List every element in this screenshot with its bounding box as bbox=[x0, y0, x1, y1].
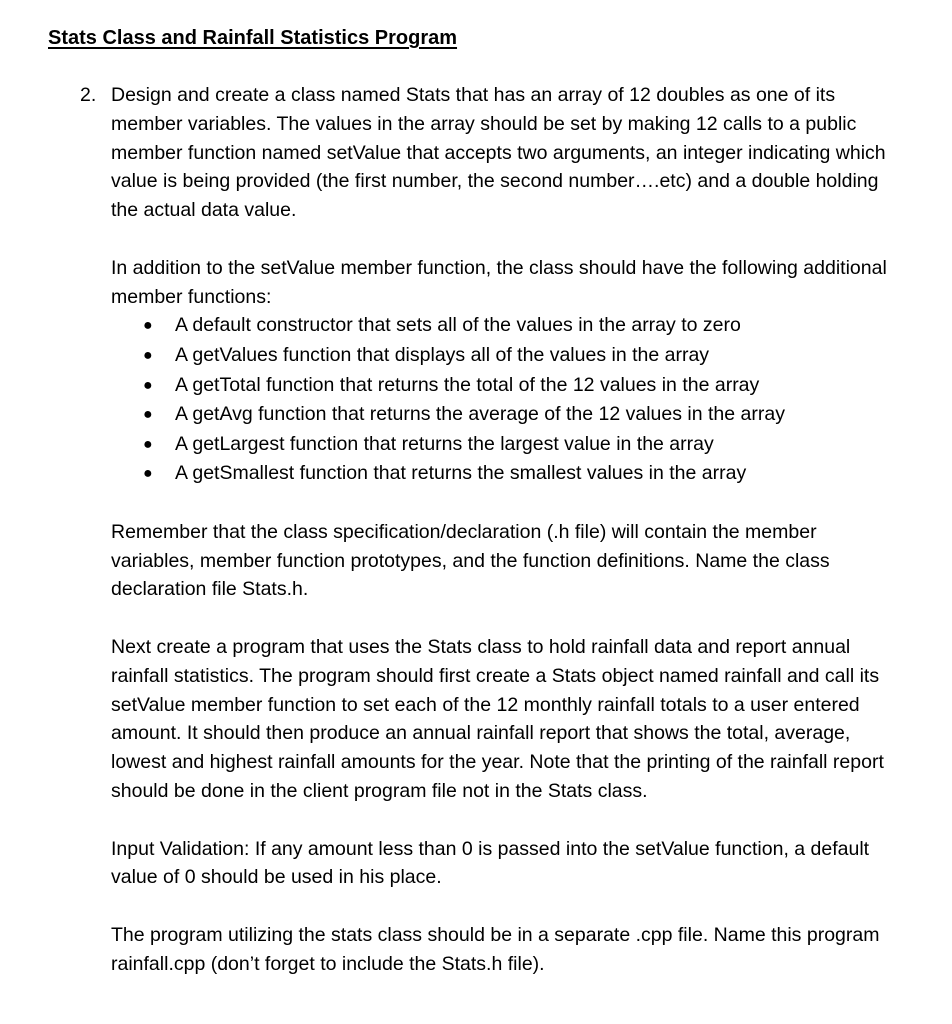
bullet-icon: ● bbox=[143, 465, 153, 483]
program-paragraph: Next create a program that uses the Stats class to hold rainfall data and report annual rainfall statistics. The program should first create a Stats object named rainfall and call its setValue member function to set each of the 12 monthly rainfall totals to a user entered amount. It should then produce an annual rainfall report that shows the total, average, lowest and highest rainfall amounts for the year. Note that the printing of the rainfall report should be done in the client program file not in the Stats class. bbox=[111, 635, 884, 802]
list-item-text: A default constructor that sets all of the values in the array to zero bbox=[175, 314, 741, 337]
list-item-text: A getSmallest function that returns the smallest values in the array bbox=[175, 462, 747, 485]
bullet-icon: ● bbox=[143, 376, 153, 394]
bullet-icon: ● bbox=[143, 406, 153, 424]
list-item-text: A getValues function that displays all of the values in the array bbox=[175, 343, 710, 366]
bullet-icon: ● bbox=[143, 317, 153, 335]
list-item-text: A getLargest function that returns the largest value in the array bbox=[175, 432, 714, 455]
assignment-body bbox=[111, 81, 901, 1007]
bullet-icon: ● bbox=[143, 346, 153, 364]
bullet-icon: ● bbox=[143, 435, 153, 453]
list-item bbox=[111, 430, 901, 460]
list-item-text: A getAvg function that returns the average of the 12 values in the array bbox=[175, 403, 785, 426]
list-item bbox=[111, 371, 901, 401]
list-item bbox=[111, 311, 901, 341]
list-item-number: 2. bbox=[80, 84, 97, 106]
remember-paragraph: Remember that the class specification/declaration (.h file) will contain the member variables, member function prototypes, and the function definitions. Name the class declaration file Stats.h. bbox=[111, 520, 830, 601]
list-item bbox=[111, 341, 901, 371]
list-item bbox=[111, 400, 901, 430]
list-item-text: A getTotal function that returns the total of the 12 values in the array bbox=[175, 373, 760, 396]
separate-file-paragraph: The program utilizing the stats class should be in a separate .cpp file. Name this program rainfall.cpp (don’t forget to include the Stats.h file). bbox=[111, 923, 880, 975]
list-item bbox=[111, 459, 901, 489]
member-functions-list bbox=[111, 311, 901, 489]
additional-functions-paragraph: In addition to the setValue member function, the class should have the following additional member functions: bbox=[111, 256, 887, 308]
document-title: Stats Class and Rainfall Statistics Program bbox=[48, 27, 458, 49]
intro-paragraph: Design and create a class named Stats that has an array of 12 doubles as one of its member variables. The values in the array should be set by making 12 calls to a public member function named setValue that accepts two arguments, an integer indicating which value is being provided (the first number, the second number….etc) and a double holding the actual data value. bbox=[111, 84, 886, 222]
input-validation-paragraph: Input Validation: If any amount less than 0 is passed into the setValue function, a default value of 0 should be used in his place. bbox=[111, 837, 870, 889]
